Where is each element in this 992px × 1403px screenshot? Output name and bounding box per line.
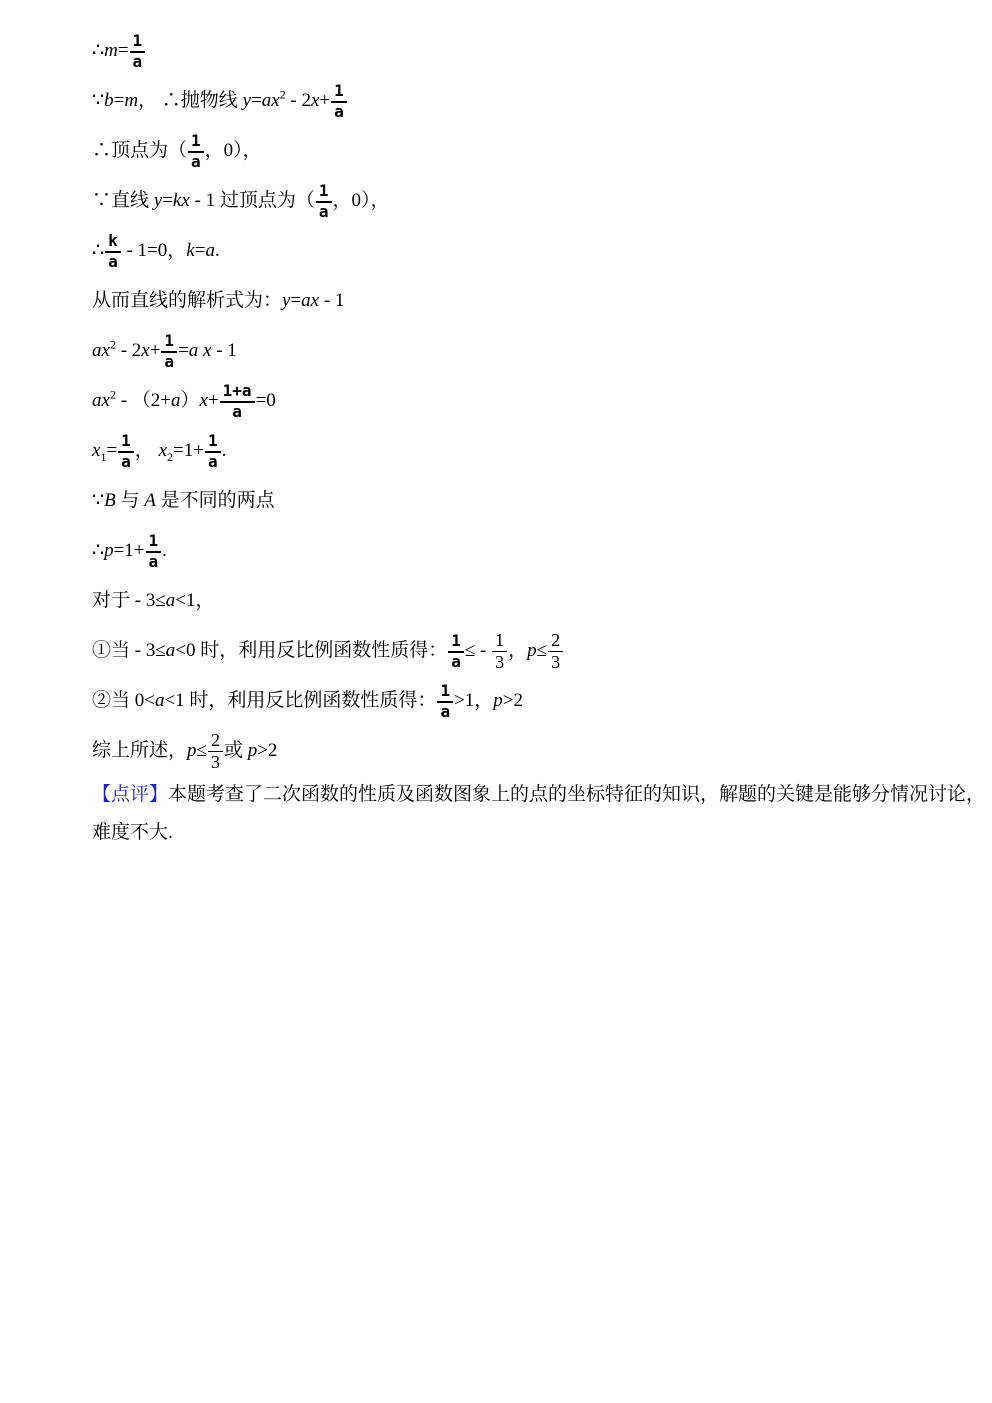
math-segment: k — [186, 240, 195, 261]
fraction-denominator: a — [318, 201, 329, 221]
fraction-denominator: a — [207, 451, 218, 471]
fraction — [492, 631, 507, 672]
fraction-denominator: 3 — [210, 752, 220, 773]
text-segment: + — [149, 340, 161, 361]
text-segment: >2 — [257, 740, 278, 761]
math-segment: b — [104, 90, 114, 111]
text-segment: = — [113, 90, 125, 111]
text-segment: <0 时，利用反比例函数性质得： — [175, 640, 448, 661]
text-segment: ∴顶点为（ — [92, 140, 188, 161]
math-segment: a — [165, 590, 176, 611]
math-segment: ax — [301, 290, 320, 311]
text-segment: = — [117, 40, 129, 61]
math-segment: y — [153, 190, 163, 211]
fraction — [105, 230, 121, 271]
math-segment: y — [282, 290, 291, 311]
text-line — [92, 814, 952, 852]
fraction-denominator: a — [108, 251, 118, 271]
text-line — [92, 26, 952, 76]
text-segment: 本题考查了二次函数的性质及函数图象上的点的坐标特征的知识，解题的关键是能够分情况讨论， — [168, 784, 986, 805]
text-segment: ∴ — [92, 40, 105, 61]
math-segment: ax — [92, 390, 110, 411]
text-segment: - 1=0， — [121, 240, 187, 261]
text-line — [92, 126, 952, 176]
text-line — [92, 226, 952, 276]
sup-segment: 2 — [109, 337, 116, 352]
fraction — [331, 80, 347, 121]
text-segment: . — [221, 440, 227, 461]
text-segment: ， — [508, 640, 528, 661]
text-segment: =1+ — [113, 540, 145, 561]
math-segment: a x — [188, 340, 212, 361]
text-segment: ∴ — [92, 540, 105, 561]
fraction-denominator: 3 — [495, 652, 505, 673]
text-segment: =1+ — [173, 440, 204, 461]
text-segment: >2 — [502, 690, 524, 711]
fraction-denominator: a — [232, 401, 242, 421]
math-segment: y — [242, 90, 251, 111]
text-segment: - 1 — [211, 340, 237, 361]
text-segment: = — [290, 290, 302, 311]
content — [92, 26, 986, 852]
fraction-numerator: 2 — [548, 631, 563, 652]
text-segment: . — [162, 540, 167, 561]
text-segment: ，0）， — [332, 190, 390, 211]
fraction-numerator: 1+a — [220, 383, 255, 403]
text-segment: - 2 — [285, 90, 311, 111]
sup-segment: 2 — [109, 387, 116, 402]
math-segment: p — [527, 640, 537, 661]
math-segment: a — [165, 640, 176, 661]
fraction — [130, 30, 146, 71]
math-segment: x — [92, 440, 101, 461]
text-line — [92, 76, 952, 126]
text-line — [92, 626, 952, 676]
text-line — [92, 276, 952, 326]
text-segment: + — [207, 390, 219, 411]
math-segment: ax — [92, 340, 110, 361]
text-line — [92, 676, 952, 726]
text-segment: 从而直线的解析式为： — [92, 290, 283, 311]
text-segment: + — [319, 90, 331, 111]
text-segment: >1， — [454, 690, 494, 711]
fraction — [448, 630, 464, 671]
fraction-numerator: 1 — [118, 433, 134, 453]
text-segment: - 1 过顶点为（ — [189, 190, 315, 211]
sub-segment: 2 — [167, 449, 173, 464]
fraction-numerator: 1 — [331, 83, 347, 103]
fraction-numerator: 1 — [437, 683, 453, 703]
math-segment: p — [187, 740, 197, 761]
fraction — [146, 530, 162, 571]
fraction-denominator: a — [132, 51, 143, 71]
sup-segment: 2 — [279, 87, 286, 102]
text-line — [92, 376, 952, 426]
math-segment: p — [104, 540, 114, 561]
text-segment: ） — [180, 390, 200, 411]
text-segment: - （2+ — [115, 390, 171, 411]
math-segment: x — [310, 90, 320, 111]
fraction — [208, 731, 223, 772]
fraction-numerator: 1 — [492, 631, 507, 652]
text-segment: = — [162, 190, 173, 211]
fraction — [316, 180, 332, 221]
fraction-denominator: a — [191, 151, 201, 171]
text-line — [92, 726, 952, 776]
text-line — [92, 576, 952, 626]
text-segment: ≤ — [536, 640, 548, 661]
math-segment: B — [104, 490, 116, 511]
fraction-denominator: a — [148, 551, 159, 571]
fraction — [161, 330, 177, 371]
text-segment: <1， — [175, 590, 215, 611]
fraction-denominator: a — [164, 351, 175, 371]
fraction-numerator: 1 — [130, 33, 146, 53]
text-line — [92, 176, 952, 226]
math-segment: p — [247, 740, 258, 761]
fraction — [220, 380, 255, 421]
fraction-denominator: 3 — [551, 652, 561, 673]
math-segment: A — [144, 490, 156, 511]
text-line — [92, 526, 952, 576]
fraction — [437, 680, 453, 721]
text-segment: ①当 - 3≤ — [92, 640, 166, 661]
text-line — [92, 476, 952, 526]
text-segment: ≤ — [196, 740, 207, 761]
math-segment: p — [493, 690, 503, 711]
math-segment: m — [124, 90, 139, 111]
text-segment: 难度不大. — [92, 822, 173, 843]
review-label: 【点评】 — [92, 784, 169, 805]
text-segment: ， — [134, 440, 159, 461]
text-segment: ，0）， — [204, 140, 262, 161]
math-segment: a — [205, 240, 215, 261]
fraction-numerator: 1 — [188, 133, 204, 153]
text-segment: 是不同的两点 — [155, 490, 275, 511]
text-segment: = — [194, 240, 206, 261]
text-segment: =0 — [255, 390, 276, 411]
fraction-numerator: 1 — [146, 533, 162, 553]
text-segment: 或 — [223, 740, 248, 761]
text-segment: 综上所述， — [92, 740, 188, 761]
fraction-numerator: 1 — [161, 333, 177, 353]
fraction-numerator: 1 — [316, 183, 332, 203]
text-segment: ≤ - — [464, 640, 492, 661]
text-segment: ， ∴抛物线 — [138, 90, 243, 111]
text-segment: ∴ — [92, 240, 105, 261]
math-segment: kx — [172, 190, 190, 211]
math-segment: x — [141, 340, 150, 361]
fraction — [548, 631, 563, 672]
math-segment: x — [158, 440, 167, 461]
math-segment: a — [170, 390, 181, 411]
fraction-denominator: a — [121, 451, 131, 471]
text-segment: 对于 - 3≤ — [92, 590, 166, 611]
text-segment: = — [106, 440, 118, 461]
text-segment: - 2 — [115, 340, 142, 361]
text-segment: ∵ — [92, 90, 105, 111]
text-segment: - 1 — [319, 290, 345, 311]
math-segment: a — [154, 690, 165, 711]
text-segment: ∵ — [92, 490, 105, 511]
sub-segment: 1 — [100, 449, 107, 464]
fraction-denominator: a — [451, 651, 461, 671]
text-segment: ∵直线 — [92, 190, 154, 211]
text-segment: . — [214, 240, 220, 261]
fraction-denominator: a — [440, 701, 451, 721]
fraction-numerator: k — [105, 233, 121, 253]
fraction-numerator: 1 — [448, 633, 464, 653]
fraction — [188, 130, 204, 171]
fraction — [118, 430, 134, 471]
text-segment: <1 时，利用反比例函数性质得： — [164, 690, 437, 711]
text-line — [92, 426, 952, 476]
math-segment: ax — [261, 90, 280, 111]
text-segment: ②当 0< — [92, 690, 155, 711]
text-segment: = — [178, 340, 189, 361]
text-segment: = — [251, 90, 262, 111]
fraction-denominator: a — [334, 101, 344, 121]
fraction-numerator: 2 — [208, 731, 223, 752]
math-segment: x — [199, 390, 208, 411]
text-line — [92, 326, 952, 376]
fraction-numerator: 1 — [205, 433, 221, 453]
fraction — [205, 430, 221, 471]
text-segment: 与 — [115, 490, 145, 511]
text-line — [92, 776, 986, 814]
math-segment: m — [104, 40, 118, 61]
